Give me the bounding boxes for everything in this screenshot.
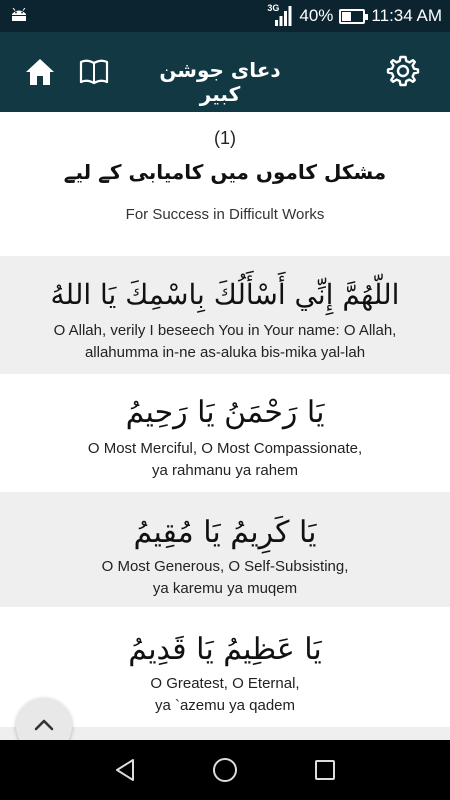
section-number: (1) [214,128,236,148]
verse-row [0,256,450,374]
section-english-title: For Success in Difficult Works [125,206,325,223]
home-circle-icon[interactable] [212,757,238,783]
verse-translation: O Allah, verily I beseech You in Your name: O Allah, [53,322,397,339]
verse-row [0,492,450,607]
verse-translation: O Most Merciful, O Most Compassionate, [87,440,363,457]
verse-transliteration: ya `azemu ya qadem [154,697,296,714]
section-urdu-title: مشکل کاموں میں کامیابی کے لیے [63,160,387,184]
clock: 11:34 AM [371,6,442,25]
verse-arabic: يَا كَرِيمُ يَا مُقِيمُ [133,515,317,550]
android-debug-icon [10,8,28,22]
verse-arabic: يَا عَظِيمُ يَا قَدِيمُ [128,632,322,667]
section-header [0,112,450,256]
verse-arabic: يَا رَحْمَنُ يَا رَحِيمُ [125,395,325,430]
back-icon[interactable] [112,757,138,783]
recent-apps-icon[interactable] [313,758,337,782]
network-type-label: 3G [267,3,280,13]
signal-icon [267,3,293,26]
app-bar [0,32,450,112]
system-nav-bar [0,740,450,800]
battery-percent: 40% [299,6,334,25]
battery-icon [339,9,365,24]
verse-transliteration: ya karemu ya muqem [152,580,298,597]
prayer-content[interactable] [0,112,450,740]
book-icon[interactable] [78,56,110,88]
verse-translation: O Greatest, O Eternal, [150,675,300,692]
home-icon[interactable] [24,56,56,88]
verse-arabic: اللّهُمَّ إِنِّي أَسْأَلُكَ بِاسْمِكَ يَا اللهُ [50,278,400,311]
verse-transliteration: ya rahmanu ya rahem [152,462,298,479]
verse-row [0,374,450,492]
page-title: دعای جوشن کبیر [159,58,281,106]
settings-gear-icon[interactable] [386,54,420,88]
status-bar [0,0,450,32]
verse-transliteration: allahumma in-ne as-aluka bis-mika yal-lah [84,344,366,361]
verse-translation: O Most Generous, O Self-Subsisting, [101,558,349,575]
